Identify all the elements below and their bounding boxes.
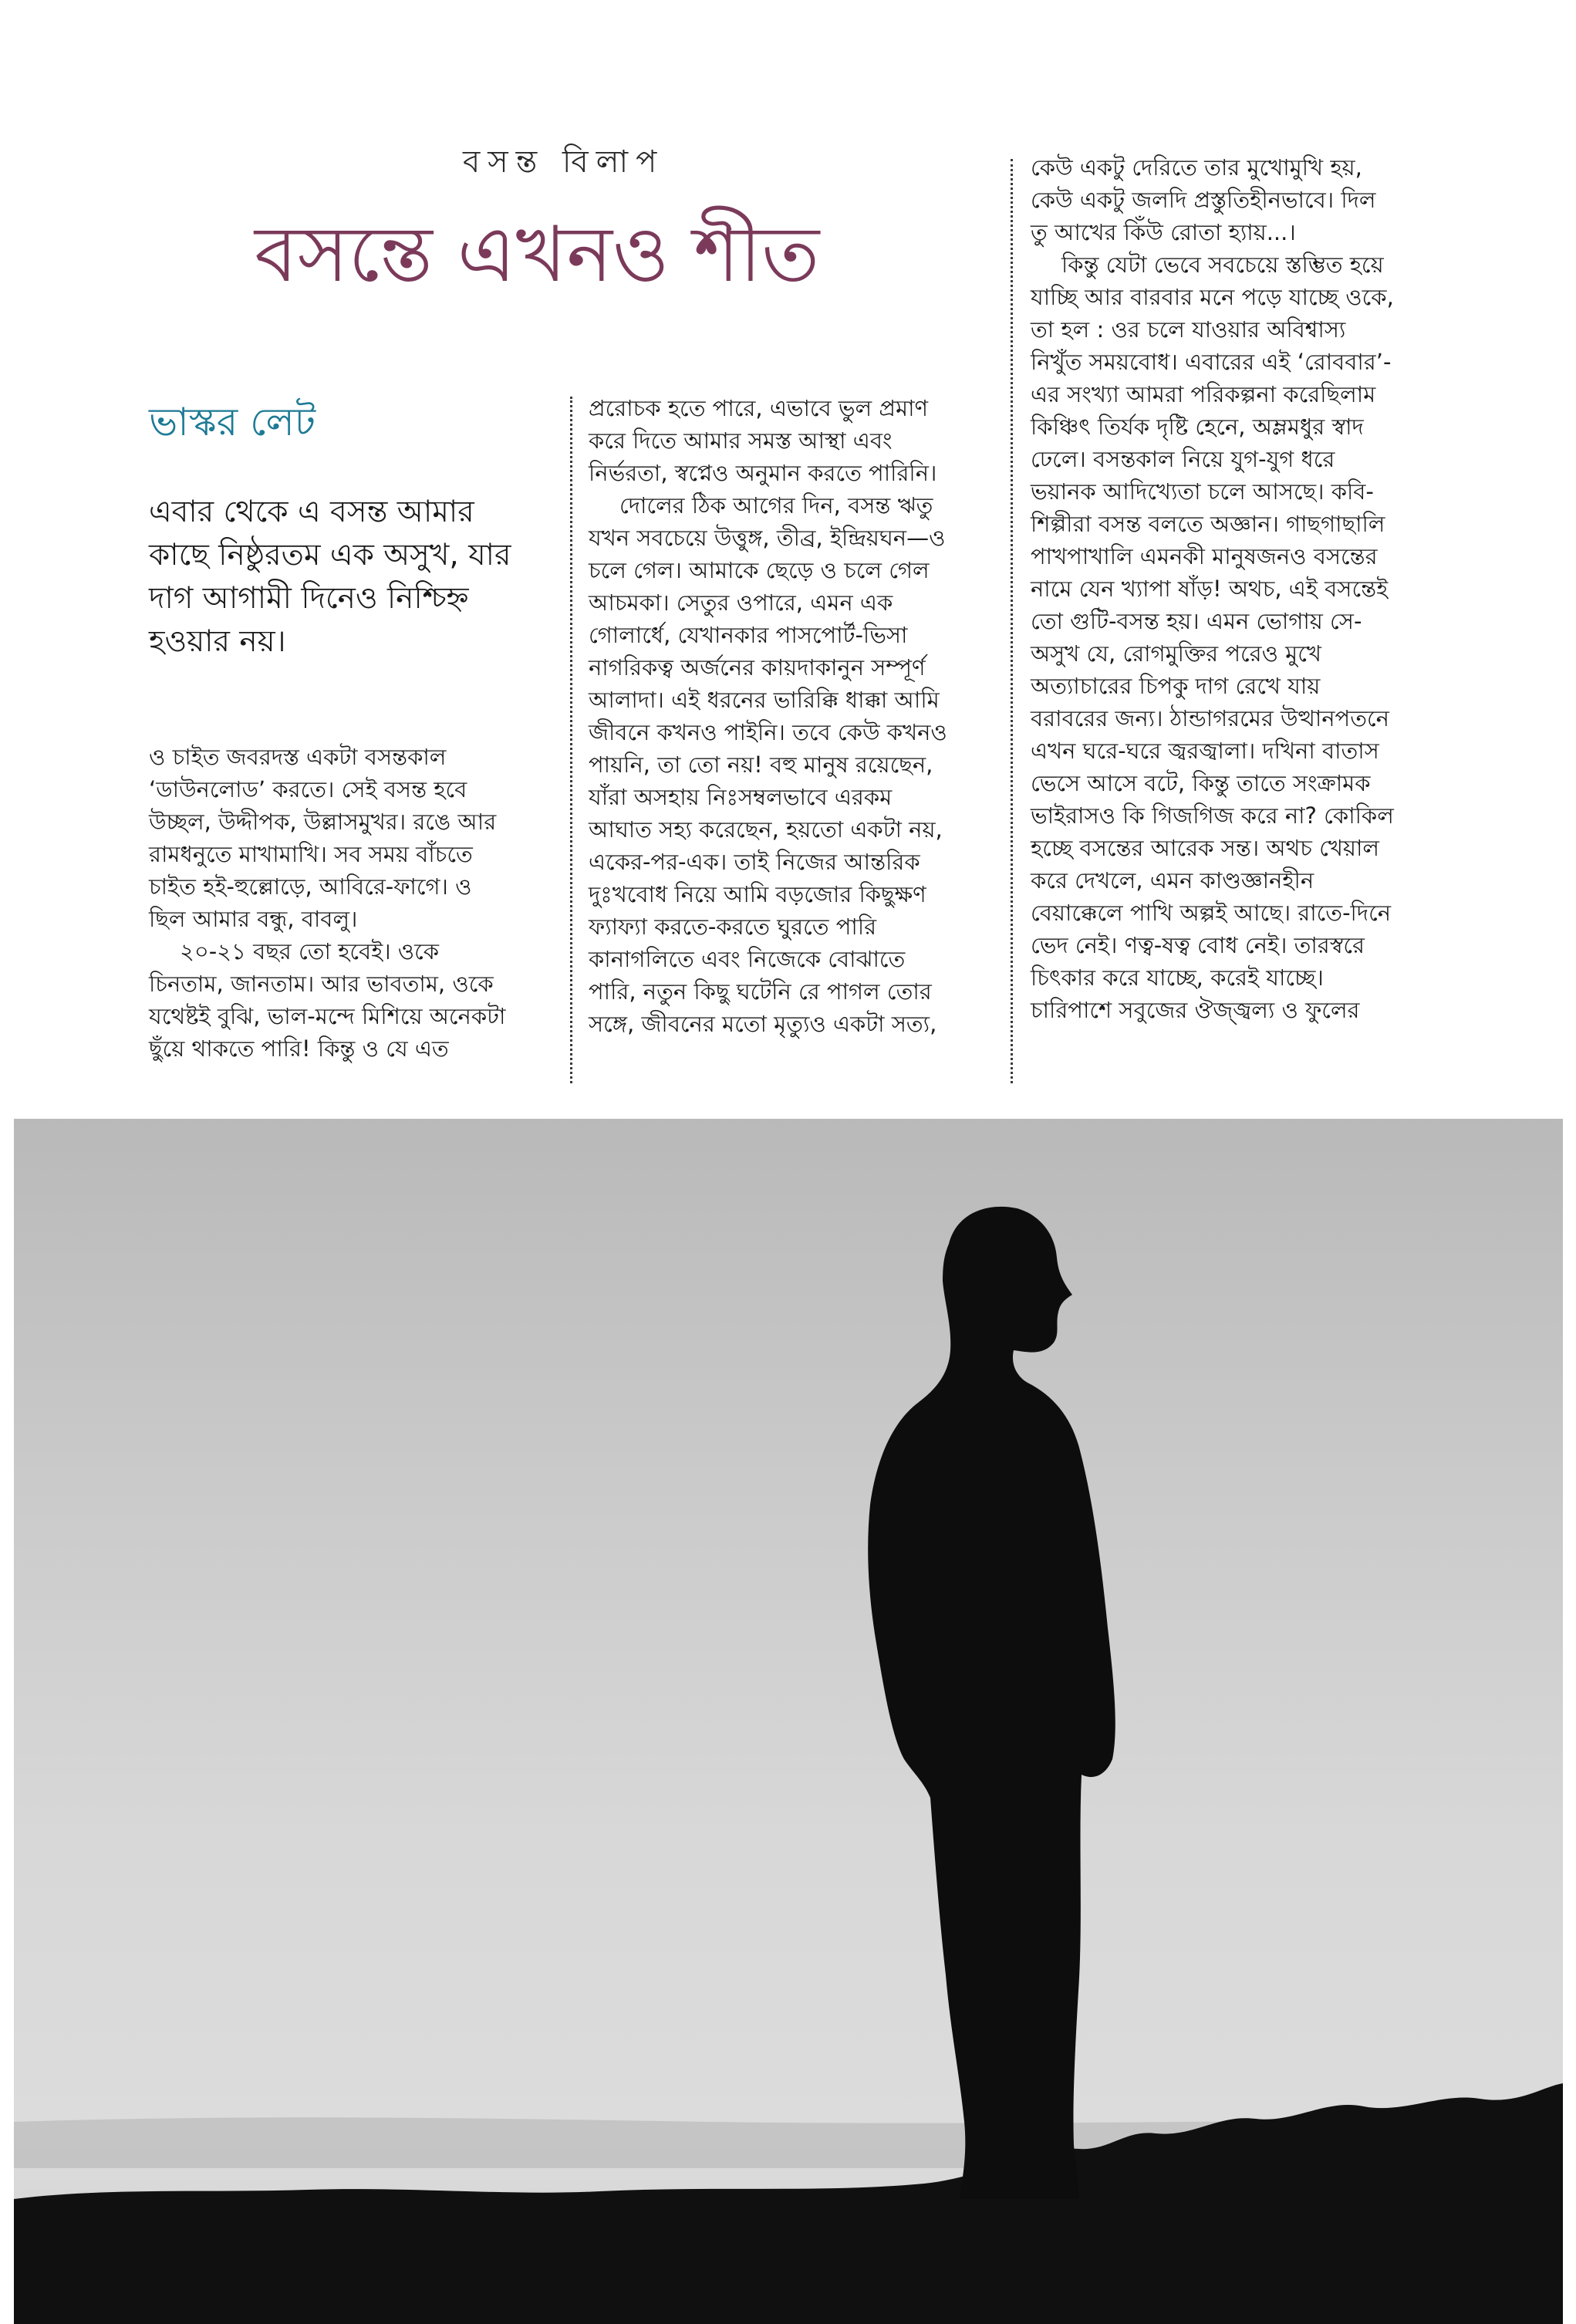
text-line: তু আখের কিঁউ রোতা হ্যায়...। (1031, 219, 1296, 245)
text-line: ও চাইত জবরদস্ত একটা বসন্তকাল (149, 744, 447, 770)
column-1 (149, 741, 550, 1065)
standing-man-silhouette (868, 1207, 1115, 2199)
text-line: কেউ একটু দেরিতে তার মুখোমুখি হয়, (1031, 154, 1362, 181)
text-line: উচ্ছল, উদ্দীপক, উল্লাসমুখর। রঙে আর (149, 809, 497, 835)
text-line: গোলার্ধে, যেখানকার পাসপোর্ট-ভিসা (589, 622, 908, 648)
column-3 (1031, 151, 1439, 1026)
text-line: চিৎকার করে যাচ্ছে, করেই যাচ্ছে। (1031, 964, 1324, 991)
text-line: দোলের ঠিক আগের দিন, বসন্ত ঋতু (619, 492, 933, 519)
text-line: চারিপাশে সবুজের ঔজ্জ্বল্য ও ফুলের (1031, 997, 1360, 1023)
text-line: কিন্তু যেটা ভেবে সবচেয়ে স্তম্ভিত হয়ে (1061, 252, 1384, 278)
text-line: নামে যেন খ্যাপা ষাঁড়! অথচ, এই বসন্তেই (1031, 576, 1389, 602)
text-line: চাইত হই-হুল্লোড়ে, আবিরে-ফাগে। ও (149, 873, 472, 900)
column-2 (589, 392, 974, 1040)
text-line: পাখপাখালি এমনকী মানুষজনও বসন্তের (1031, 543, 1378, 569)
text-line: হচ্ছে বসন্তের আরেক সন্ত। অথচ খেয়াল (1031, 835, 1380, 861)
text-line: তা হল : ওর চলে যাওয়ার অবিশ্বাস্য (1031, 316, 1346, 343)
text-line: পায়নি, তা তো নয়! বহু মানুষ রয়েছেন, (589, 752, 933, 778)
text-line: চিনতাম, জানতাম। আর ভাবতাম, ওকে (149, 971, 494, 997)
text-line: এখন ঘরে-ঘরে জ্বরজ্বালা। দখিনা বাতাস (1031, 738, 1379, 764)
standfirst (149, 491, 550, 664)
text-line: ভাইরাসও কি গিজগিজ করে না? কোকিল (1031, 802, 1394, 829)
standfirst-line: হওয়ার নয়। (149, 624, 286, 659)
text-line: দুঃখবোধ নিয়ে আমি বড়জোর কিছুক্ষণ (589, 881, 926, 907)
text-line: অত্যাচারের চিপকু দাগ রেখে যায় (1031, 673, 1321, 699)
standfirst-line: কাছে নিষ্ঠুরতম এক অসুখ, যার (149, 538, 511, 573)
author-byline: ভাস্কর লেট (149, 400, 316, 444)
text-line: ছুঁয়ে থাকতে পারি! কিন্তু ও যে এত (149, 1035, 449, 1062)
text-line: বরাবরের জন্য। ঠান্ডাগরমের উত্থানপতনে (1031, 705, 1389, 731)
text-line: আলাদা। এই ধরনের ভারিক্কি ধাক্কা আমি (589, 687, 940, 713)
text-line: নির্ভরতা, স্বপ্নেও অনুমান করতে পারিনি। (589, 460, 937, 486)
text-line: করে দেখলে, এমন কাণ্ডজ্ঞানহীন (1031, 867, 1314, 893)
text-line: কেউ একটু জলদি প্রস্তুতিহীনভাবে। দিল (1031, 187, 1376, 213)
section-kicker: বসন্ত বিলাপ (463, 144, 665, 180)
text-line: এর সংখ্যা আমরা পরিকল্পনা করেছিলাম (1031, 381, 1376, 407)
text-line: জীবনে কখনও পাইনি। তবে কেউ কখনও (589, 719, 947, 745)
text-line: যাচ্ছি আর বারবার মনে পড়ে যাচ্ছে ওকে, (1031, 284, 1394, 310)
text-line: আচমকা। সেতুর ওপারে, এমন এক (589, 589, 893, 616)
standfirst-line: এবার থেকে এ বসন্ত আমার (149, 495, 474, 529)
text-line: সঙ্গে, জীবনের মতো মৃত্যুও একটা সত্য, (589, 1011, 937, 1037)
text-line: যথেষ্টই বুঝি, ভাল-মন্দে মিশিয়ে অনেকটা (149, 1003, 506, 1029)
text-line: করে দিতে আমার সমস্ত আস্থা এবং (589, 427, 893, 454)
text-line: একের-পর-এক। তাই নিজের আন্তরিক (589, 849, 920, 875)
text-line: ঢেলে। বসন্তকাল নিয়ে যুগ-যুগ ধরে (1031, 446, 1335, 472)
text-line: ভেসে আসে বটে, কিন্তু তাতে সংক্রামক (1031, 770, 1371, 796)
text-line: আঘাত সহ্য করেছেন, হয়তো একটা নয়, (589, 816, 943, 843)
text-line: নাগরিকত্ব অর্জনের কায়দাকানুন সম্পূর্ণ (589, 654, 926, 681)
text-line: যাঁরা অসহায় নিঃসম্বলভাবে এরকম (589, 784, 893, 810)
text-line: নিখুঁত সময়বোধ। এবারের এই ‘রোববার’- (1031, 349, 1392, 375)
text-line: কিঞ্চিৎ তির্যক দৃষ্টি হেনে, অম্লমধুর স্বাদ (1031, 414, 1364, 440)
silhouette-photo (14, 1119, 1563, 2324)
text-line: ভেদ নেই। ণত্ব-ষত্ব বোধ নেই। তারস্বরে (1031, 932, 1365, 958)
column-divider (1011, 159, 1013, 1083)
standfirst-line: দাগ আগামী দিনেও নিশ্চিহ্ন (149, 581, 469, 616)
text-line: তো গুটি-বসন্ত হয়। এমন ভোগায় সে- (1031, 608, 1362, 634)
text-line: রামধনুতে মাখামাখি। সব সময় বাঁচতে (149, 841, 473, 867)
text-line: কানাগলিতে এবং নিজেকে বোঝাতে (589, 946, 906, 972)
text-line: প্ররোচক হতে পারে, এভাবে ভুল প্রমাণ (589, 395, 929, 421)
article-title: বসন্তে এখনও শীত (255, 209, 820, 299)
text-line: ফ্যাফ্যা করতে-করতে ঘুরতে পারি (589, 914, 877, 940)
text-line: অসুখ যে, রোগমুক্তির পরেও মুখে (1031, 640, 1321, 667)
text-line: ২০-২১ বছর তো হবেই। ওকে (180, 938, 440, 964)
text-line: পারি, নতুন কিছু ঘটেনি রে পাগল তোর (589, 978, 932, 1005)
column-divider (570, 397, 572, 1083)
text-line: ‘ডাউনলোড’ করতে। সেই বসন্ত হবে (149, 776, 467, 802)
text-line: ভয়ানক আদিখ্যেতা চলে আসছে। কবি- (1031, 478, 1374, 505)
text-line: যখন সবচেয়ে উত্তুঙ্গ, তীব্র, ইন্দ্রিয়ঘন—ও (589, 525, 946, 551)
photo-illustration (14, 1119, 1563, 2324)
text-line: শিল্পীরা বসন্ত বলতে অজ্ঞান। গাছগাছালি (1031, 511, 1385, 537)
text-line: চলে গেল। আমাকে ছেড়ে ও চলে গেল (589, 557, 930, 583)
text-line: বেয়াক্কেলে পাখি অল্পই আছে। রাতে-দিনে (1031, 900, 1392, 926)
text-line: ছিল আমার বন্ধু, বাবলু। (149, 906, 358, 932)
